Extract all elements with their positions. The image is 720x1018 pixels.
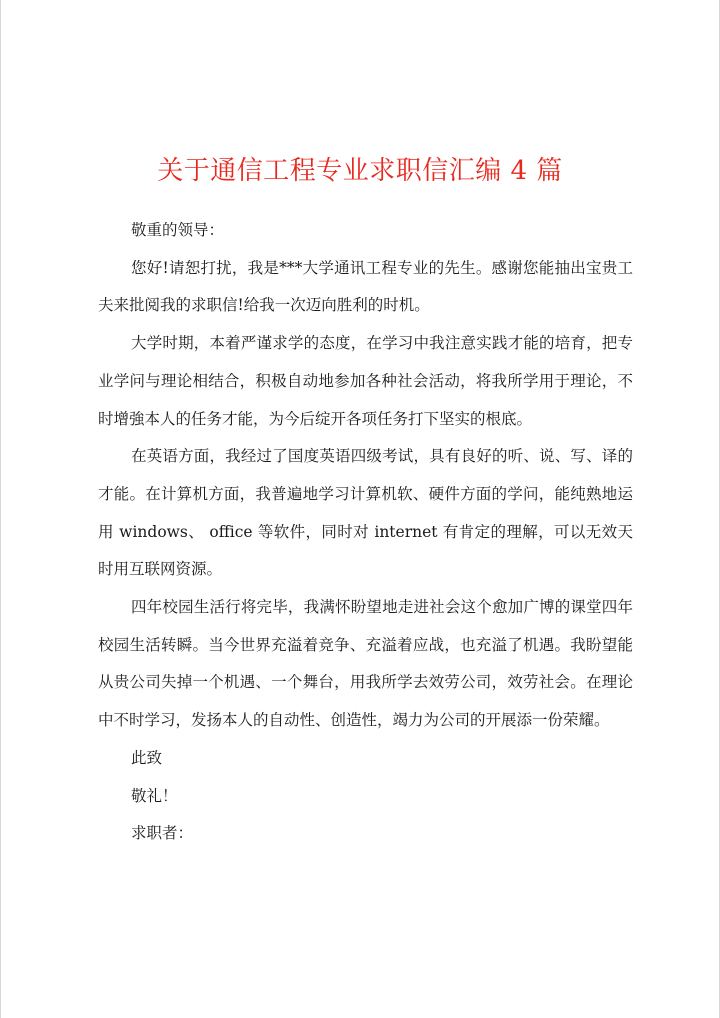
salutation: 敬重的领导： [131, 221, 225, 239]
paragraph-greeting: 您好!请恕打扰，我是***大学通讯工程专业的先生。感谢您能抽出宝贵工夫来批阅我的求职信!给我一次迈向胜利的时机。 [98, 258, 633, 315]
paragraph-skills: 在英语方面，我经过了国度英语四级考试，具有良好的听、说、写、译的才能。在计算机方面，我普遍地学习计算机软、硬件方面的学问，能纯熟地运用 windows、 office 等软件，同时对 internet 有肯定的理解，可以无效天时用互联网资源。 [98, 447, 633, 579]
document-body [98, 212, 633, 853]
closing-regards: 敬礼！ [131, 786, 178, 805]
document-title: 关于通信工程专业求职信汇编 4 篇 [157, 156, 563, 186]
paragraph-university: 大学时期，本着严谨求学的态度，在学习中我注意实践才能的培育，把专业学问与理论相结合，积极自动地参加各种社会活动，将我所学用于理论，不时增強本人的任务才能，为今后绽开各项任务打下坚实的根底。 [98, 334, 633, 428]
paragraph-career: 四年校园生活行将完毕，我满怀盼望地走进社会这个愈加广博的课堂四年校园生活转瞬。当今世界充溢着竞争、充溢着应战，也充溢了机遇。我盼望能从贵公司失掉一个机遇、一个舞台，用我所学去效劳公司，效劳社会。在理论中不时学习，发扬本人的自动性、创造性，竭力为公司的开展添一份荣耀。 [98, 598, 633, 730]
signature-line: 求职者： [131, 824, 194, 843]
closing-line: 此致 [131, 748, 163, 767]
